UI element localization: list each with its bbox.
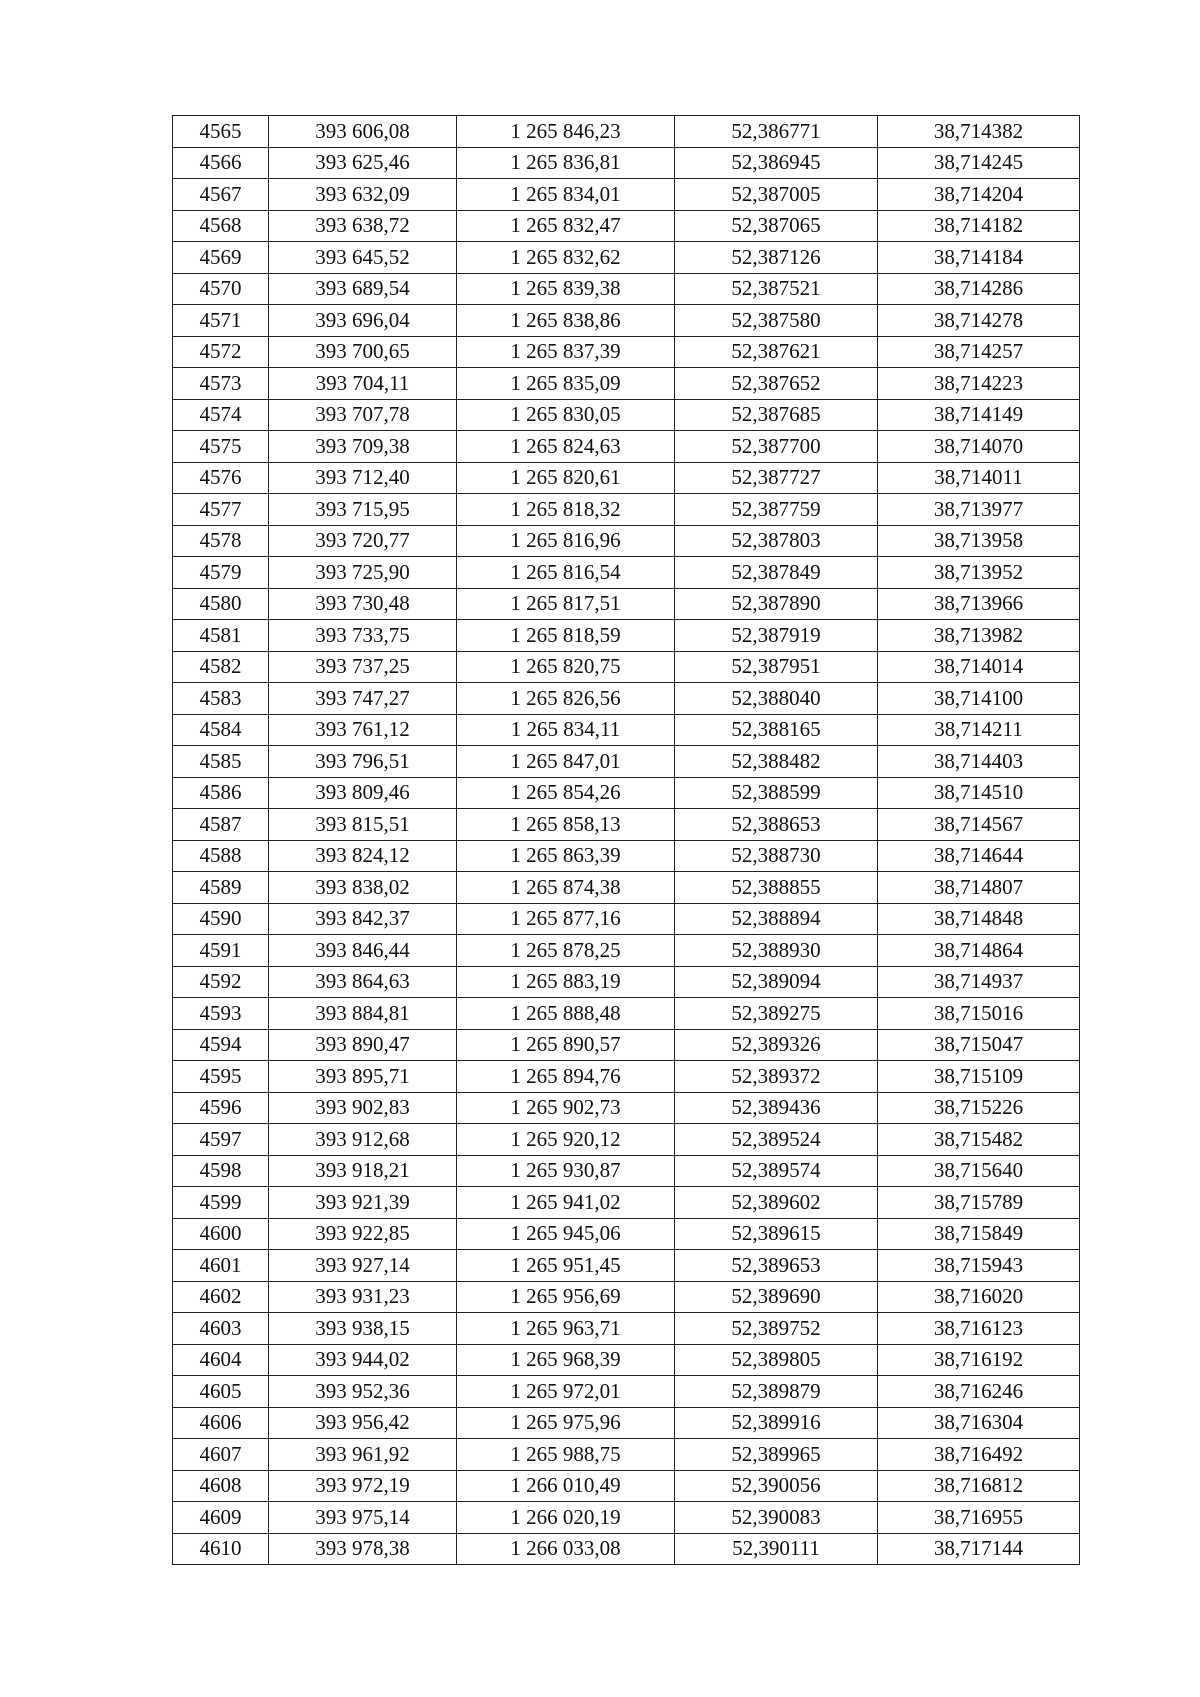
table-row [173,1124,1080,1156]
table-row [173,242,1080,274]
x-coordinate-cell: 393 944,02 [269,1344,457,1376]
x-coordinate-cell: 393 884,81 [269,998,457,1030]
table-row [173,966,1080,998]
point-number-cell: 4572 [173,336,269,368]
latitude-cell: 52,389275 [675,998,878,1030]
y-coordinate-cell: 1 265 858,13 [457,809,675,841]
table-row [173,1281,1080,1313]
x-coordinate-cell: 393 747,27 [269,683,457,715]
table-row [173,1155,1080,1187]
x-coordinate-cell: 393 824,12 [269,840,457,872]
longitude-cell: 38,714211 [878,714,1080,746]
table-row [173,683,1080,715]
x-coordinate-cell: 393 931,23 [269,1281,457,1313]
y-coordinate-cell: 1 265 820,75 [457,651,675,683]
y-coordinate-cell: 1 265 930,87 [457,1155,675,1187]
point-number-cell: 4570 [173,273,269,305]
longitude-cell: 38,714184 [878,242,1080,274]
point-number-cell: 4606 [173,1407,269,1439]
longitude-cell: 38,714937 [878,966,1080,998]
y-coordinate-cell: 1 265 988,75 [457,1439,675,1471]
x-coordinate-cell: 393 761,12 [269,714,457,746]
latitude-cell: 52,389653 [675,1250,878,1282]
latitude-cell: 52,387849 [675,557,878,589]
point-number-cell: 4601 [173,1250,269,1282]
latitude-cell: 52,388482 [675,746,878,778]
point-number-cell: 4573 [173,368,269,400]
latitude-cell: 52,389752 [675,1313,878,1345]
table-row [173,872,1080,904]
table-row [173,1533,1080,1565]
y-coordinate-cell: 1 266 020,19 [457,1502,675,1534]
longitude-cell: 38,715016 [878,998,1080,1030]
longitude-cell: 38,714286 [878,273,1080,305]
x-coordinate-cell: 393 625,46 [269,147,457,179]
y-coordinate-cell: 1 265 888,48 [457,998,675,1030]
y-coordinate-cell: 1 265 963,71 [457,1313,675,1345]
point-number-cell: 4595 [173,1061,269,1093]
x-coordinate-cell: 393 606,08 [269,116,457,148]
point-number-cell: 4598 [173,1155,269,1187]
point-number-cell: 4602 [173,1281,269,1313]
latitude-cell: 52,389690 [675,1281,878,1313]
longitude-cell: 38,715109 [878,1061,1080,1093]
point-number-cell: 4587 [173,809,269,841]
latitude-cell: 52,387890 [675,588,878,620]
y-coordinate-cell: 1 265 846,23 [457,116,675,148]
point-number-cell: 4568 [173,210,269,242]
latitude-cell: 52,388165 [675,714,878,746]
x-coordinate-cell: 393 725,90 [269,557,457,589]
longitude-cell: 38,714182 [878,210,1080,242]
point-number-cell: 4600 [173,1218,269,1250]
coordinate-table-body [173,116,1080,1565]
point-number-cell: 4590 [173,903,269,935]
table-row [173,368,1080,400]
latitude-cell: 52,389879 [675,1376,878,1408]
longitude-cell: 38,714278 [878,305,1080,337]
table-row [173,935,1080,967]
longitude-cell: 38,717144 [878,1533,1080,1565]
y-coordinate-cell: 1 265 951,45 [457,1250,675,1282]
x-coordinate-cell: 393 809,46 [269,777,457,809]
longitude-cell: 38,714257 [878,336,1080,368]
y-coordinate-cell: 1 265 854,26 [457,777,675,809]
longitude-cell: 38,714204 [878,179,1080,211]
x-coordinate-cell: 393 972,19 [269,1470,457,1502]
table-row [173,336,1080,368]
longitude-cell: 38,714864 [878,935,1080,967]
longitude-cell: 38,715640 [878,1155,1080,1187]
longitude-cell: 38,714510 [878,777,1080,809]
longitude-cell: 38,715047 [878,1029,1080,1061]
x-coordinate-cell: 393 720,77 [269,525,457,557]
longitude-cell: 38,716492 [878,1439,1080,1471]
latitude-cell: 52,388040 [675,683,878,715]
point-number-cell: 4609 [173,1502,269,1534]
latitude-cell: 52,388855 [675,872,878,904]
point-number-cell: 4610 [173,1533,269,1565]
table-row [173,1470,1080,1502]
coordinate-table [172,115,1080,1565]
y-coordinate-cell: 1 265 878,25 [457,935,675,967]
point-number-cell: 4576 [173,462,269,494]
y-coordinate-cell: 1 265 941,02 [457,1187,675,1219]
point-number-cell: 4604 [173,1344,269,1376]
longitude-cell: 38,713977 [878,494,1080,526]
y-coordinate-cell: 1 265 883,19 [457,966,675,998]
point-number-cell: 4571 [173,305,269,337]
table-row [173,809,1080,841]
x-coordinate-cell: 393 952,36 [269,1376,457,1408]
longitude-cell: 38,714014 [878,651,1080,683]
x-coordinate-cell: 393 709,38 [269,431,457,463]
x-coordinate-cell: 393 730,48 [269,588,457,620]
latitude-cell: 52,387652 [675,368,878,400]
longitude-cell: 38,716955 [878,1502,1080,1534]
longitude-cell: 38,714223 [878,368,1080,400]
longitude-cell: 38,713966 [878,588,1080,620]
point-number-cell: 4585 [173,746,269,778]
y-coordinate-cell: 1 265 818,59 [457,620,675,652]
y-coordinate-cell: 1 265 894,76 [457,1061,675,1093]
point-number-cell: 4608 [173,1470,269,1502]
latitude-cell: 52,389965 [675,1439,878,1471]
x-coordinate-cell: 393 922,85 [269,1218,457,1250]
latitude-cell: 52,390111 [675,1533,878,1565]
y-coordinate-cell: 1 266 033,08 [457,1533,675,1565]
y-coordinate-cell: 1 265 945,06 [457,1218,675,1250]
table-row [173,1344,1080,1376]
longitude-cell: 38,715789 [878,1187,1080,1219]
table-row [173,1187,1080,1219]
y-coordinate-cell: 1 265 839,38 [457,273,675,305]
x-coordinate-cell: 393 696,04 [269,305,457,337]
point-number-cell: 4569 [173,242,269,274]
x-coordinate-cell: 393 733,75 [269,620,457,652]
y-coordinate-cell: 1 265 847,01 [457,746,675,778]
point-number-cell: 4597 [173,1124,269,1156]
y-coordinate-cell: 1 265 972,01 [457,1376,675,1408]
longitude-cell: 38,714403 [878,746,1080,778]
longitude-cell: 38,714070 [878,431,1080,463]
x-coordinate-cell: 393 921,39 [269,1187,457,1219]
latitude-cell: 52,387919 [675,620,878,652]
point-number-cell: 4586 [173,777,269,809]
x-coordinate-cell: 393 715,95 [269,494,457,526]
y-coordinate-cell: 1 265 832,62 [457,242,675,274]
latitude-cell: 52,387005 [675,179,878,211]
table-row [173,273,1080,305]
x-coordinate-cell: 393 712,40 [269,462,457,494]
latitude-cell: 52,387951 [675,651,878,683]
table-row [173,1218,1080,1250]
y-coordinate-cell: 1 265 968,39 [457,1344,675,1376]
y-coordinate-cell: 1 265 826,56 [457,683,675,715]
x-coordinate-cell: 393 838,02 [269,872,457,904]
latitude-cell: 52,388653 [675,809,878,841]
x-coordinate-cell: 393 895,71 [269,1061,457,1093]
x-coordinate-cell: 393 645,52 [269,242,457,274]
latitude-cell: 52,387580 [675,305,878,337]
y-coordinate-cell: 1 265 902,73 [457,1092,675,1124]
latitude-cell: 52,389524 [675,1124,878,1156]
table-row [173,620,1080,652]
point-number-cell: 4593 [173,998,269,1030]
latitude-cell: 52,387126 [675,242,878,274]
y-coordinate-cell: 1 265 975,96 [457,1407,675,1439]
point-number-cell: 4567 [173,179,269,211]
latitude-cell: 52,389574 [675,1155,878,1187]
longitude-cell: 38,715226 [878,1092,1080,1124]
x-coordinate-cell: 393 938,15 [269,1313,457,1345]
latitude-cell: 52,388894 [675,903,878,935]
table-row [173,116,1080,148]
latitude-cell: 52,387727 [675,462,878,494]
y-coordinate-cell: 1 265 818,32 [457,494,675,526]
point-number-cell: 4582 [173,651,269,683]
longitude-cell: 38,714567 [878,809,1080,841]
longitude-cell: 38,713952 [878,557,1080,589]
point-number-cell: 4574 [173,399,269,431]
table-row [173,525,1080,557]
x-coordinate-cell: 393 927,14 [269,1250,457,1282]
table-row [173,1029,1080,1061]
longitude-cell: 38,714807 [878,872,1080,904]
longitude-cell: 38,716123 [878,1313,1080,1345]
table-row [173,714,1080,746]
latitude-cell: 52,389916 [675,1407,878,1439]
x-coordinate-cell: 393 815,51 [269,809,457,841]
table-row [173,462,1080,494]
x-coordinate-cell: 393 864,63 [269,966,457,998]
longitude-cell: 38,715943 [878,1250,1080,1282]
latitude-cell: 52,389602 [675,1187,878,1219]
longitude-cell: 38,713982 [878,620,1080,652]
longitude-cell: 38,716304 [878,1407,1080,1439]
x-coordinate-cell: 393 956,42 [269,1407,457,1439]
x-coordinate-cell: 393 704,11 [269,368,457,400]
x-coordinate-cell: 393 842,37 [269,903,457,935]
latitude-cell: 52,389372 [675,1061,878,1093]
longitude-cell: 38,714644 [878,840,1080,872]
y-coordinate-cell: 1 265 820,61 [457,462,675,494]
y-coordinate-cell: 1 265 830,05 [457,399,675,431]
latitude-cell: 52,387621 [675,336,878,368]
table-row [173,840,1080,872]
x-coordinate-cell: 393 632,09 [269,179,457,211]
longitude-cell: 38,716020 [878,1281,1080,1313]
latitude-cell: 52,389436 [675,1092,878,1124]
point-number-cell: 4607 [173,1439,269,1471]
longitude-cell: 38,715849 [878,1218,1080,1250]
longitude-cell: 38,714382 [878,116,1080,148]
x-coordinate-cell: 393 796,51 [269,746,457,778]
longitude-cell: 38,714149 [878,399,1080,431]
point-number-cell: 4581 [173,620,269,652]
table-row [173,903,1080,935]
x-coordinate-cell: 393 638,72 [269,210,457,242]
latitude-cell: 52,389094 [675,966,878,998]
y-coordinate-cell: 1 265 838,86 [457,305,675,337]
y-coordinate-cell: 1 265 816,54 [457,557,675,589]
table-row [173,777,1080,809]
latitude-cell: 52,387685 [675,399,878,431]
table-row [173,494,1080,526]
point-number-cell: 4596 [173,1092,269,1124]
point-number-cell: 4588 [173,840,269,872]
y-coordinate-cell: 1 265 837,39 [457,336,675,368]
latitude-cell: 52,389615 [675,1218,878,1250]
x-coordinate-cell: 393 737,25 [269,651,457,683]
longitude-cell: 38,714245 [878,147,1080,179]
y-coordinate-cell: 1 265 832,47 [457,210,675,242]
point-number-cell: 4583 [173,683,269,715]
latitude-cell: 52,387065 [675,210,878,242]
x-coordinate-cell: 393 700,65 [269,336,457,368]
table-row [173,1439,1080,1471]
y-coordinate-cell: 1 265 816,96 [457,525,675,557]
latitude-cell: 52,388730 [675,840,878,872]
x-coordinate-cell: 393 689,54 [269,273,457,305]
y-coordinate-cell: 1 265 834,01 [457,179,675,211]
point-number-cell: 4577 [173,494,269,526]
point-number-cell: 4575 [173,431,269,463]
table-row [173,1376,1080,1408]
latitude-cell: 52,387521 [675,273,878,305]
table-row [173,1313,1080,1345]
longitude-cell: 38,713958 [878,525,1080,557]
longitude-cell: 38,716192 [878,1344,1080,1376]
table-row [173,179,1080,211]
point-number-cell: 4605 [173,1376,269,1408]
latitude-cell: 52,388930 [675,935,878,967]
point-number-cell: 4592 [173,966,269,998]
latitude-cell: 52,387803 [675,525,878,557]
y-coordinate-cell: 1 265 835,09 [457,368,675,400]
point-number-cell: 4594 [173,1029,269,1061]
latitude-cell: 52,389805 [675,1344,878,1376]
x-coordinate-cell: 393 902,83 [269,1092,457,1124]
x-coordinate-cell: 393 846,44 [269,935,457,967]
table-row [173,651,1080,683]
point-number-cell: 4579 [173,557,269,589]
table-row [173,1061,1080,1093]
y-coordinate-cell: 1 265 824,63 [457,431,675,463]
point-number-cell: 4599 [173,1187,269,1219]
table-row [173,1250,1080,1282]
table-row [173,305,1080,337]
longitude-cell: 38,716246 [878,1376,1080,1408]
table-row [173,588,1080,620]
point-number-cell: 4566 [173,147,269,179]
table-row [173,1092,1080,1124]
point-number-cell: 4565 [173,116,269,148]
y-coordinate-cell: 1 265 874,38 [457,872,675,904]
x-coordinate-cell: 393 961,92 [269,1439,457,1471]
y-coordinate-cell: 1 265 890,57 [457,1029,675,1061]
latitude-cell: 52,387759 [675,494,878,526]
y-coordinate-cell: 1 265 920,12 [457,1124,675,1156]
point-number-cell: 4603 [173,1313,269,1345]
point-number-cell: 4580 [173,588,269,620]
table-row [173,1407,1080,1439]
latitude-cell: 52,390056 [675,1470,878,1502]
latitude-cell: 52,389326 [675,1029,878,1061]
longitude-cell: 38,715482 [878,1124,1080,1156]
y-coordinate-cell: 1 265 863,39 [457,840,675,872]
table-row [173,998,1080,1030]
y-coordinate-cell: 1 265 817,51 [457,588,675,620]
table-row [173,1502,1080,1534]
longitude-cell: 38,716812 [878,1470,1080,1502]
longitude-cell: 38,714848 [878,903,1080,935]
table-row [173,557,1080,589]
x-coordinate-cell: 393 912,68 [269,1124,457,1156]
x-coordinate-cell: 393 707,78 [269,399,457,431]
x-coordinate-cell: 393 890,47 [269,1029,457,1061]
latitude-cell: 52,388599 [675,777,878,809]
longitude-cell: 38,714011 [878,462,1080,494]
x-coordinate-cell: 393 975,14 [269,1502,457,1534]
point-number-cell: 4591 [173,935,269,967]
table-row [173,431,1080,463]
latitude-cell: 52,386945 [675,147,878,179]
table-row [173,210,1080,242]
y-coordinate-cell: 1 265 834,11 [457,714,675,746]
table-row [173,147,1080,179]
latitude-cell: 52,387700 [675,431,878,463]
longitude-cell: 38,714100 [878,683,1080,715]
point-number-cell: 4584 [173,714,269,746]
table-row [173,399,1080,431]
x-coordinate-cell: 393 978,38 [269,1533,457,1565]
y-coordinate-cell: 1 265 956,69 [457,1281,675,1313]
y-coordinate-cell: 1 265 836,81 [457,147,675,179]
x-coordinate-cell: 393 918,21 [269,1155,457,1187]
table-row [173,746,1080,778]
point-number-cell: 4589 [173,872,269,904]
latitude-cell: 52,390083 [675,1502,878,1534]
y-coordinate-cell: 1 266 010,49 [457,1470,675,1502]
point-number-cell: 4578 [173,525,269,557]
latitude-cell: 52,386771 [675,116,878,148]
y-coordinate-cell: 1 265 877,16 [457,903,675,935]
